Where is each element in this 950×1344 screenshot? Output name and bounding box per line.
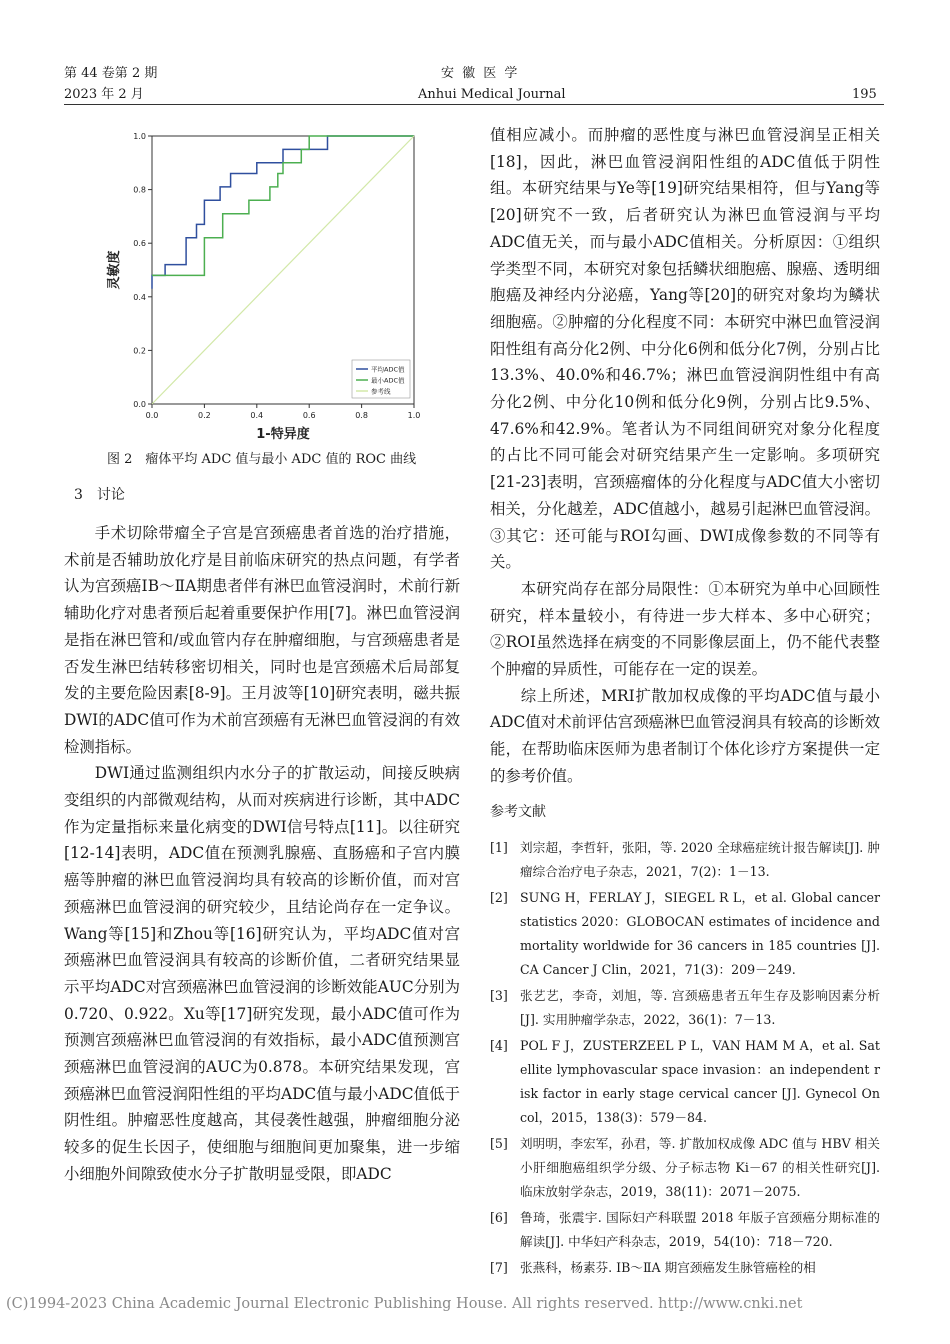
header-journal-cn: 安 徽 医 学 <box>441 66 520 81</box>
reference-item <box>490 1034 880 1130</box>
y-tick-label: 0.2 <box>133 346 146 356</box>
header-journal-en: Anhui Medical Journal <box>418 87 566 102</box>
legend-label: 平均ADC值 <box>371 365 405 374</box>
x-tick-label: 0.2 <box>198 411 211 420</box>
y-tick-label: 0.0 <box>133 400 146 409</box>
y-tick-label: 0.6 <box>133 239 146 249</box>
section-heading: 3 讨论 <box>74 487 125 503</box>
x-tick-label: 0.0 <box>145 411 159 420</box>
reference-list <box>490 836 880 1280</box>
reference-item <box>490 836 880 884</box>
reference-text: SUNG H，FERLAY J，SIEGEL R L，et al. Global cancer statistics 2020：GLOBOCAN estimates of incidence and mortality worldwide for 36 cancers in 185 countries [J]. CA Cancer J Clin，2021，71(3)：209－249. <box>520 889 880 977</box>
header-page-number: 195 <box>852 87 877 102</box>
reference-text: 张燕科，杨素芬. ⅠB～ⅡA 期宫颈癌发生脉管癌栓的相 <box>520 1259 816 1275</box>
x-tick-label: 0.6 <box>302 411 316 420</box>
reference-number: [6] <box>490 1209 508 1225</box>
reference-text: 张艺艺，李奇，刘旭，等. 宫颈癌患者五年生存及影响因素分析[J]. 实用肿瘤学杂志，2022，36(1)：7－13. <box>520 987 880 1027</box>
header-volume: 第 44 卷第 2 期 <box>64 66 158 81</box>
reference-item <box>490 984 880 1032</box>
reference-number: [7] <box>490 1259 508 1275</box>
reference-number: [5] <box>490 1135 508 1151</box>
paragraph: 手术切除带瘤全子宫是宫颈癌患者首选的治疗措施，术前是否辅助放化疗是目前临床研究的热点问题，有学者认为宫颈癌ⅠB～ⅡA期患者伴有淋巴血管浸润时，术前行新辅助化疗对患者预后起着重要保护作用[7]。淋巴血管浸润是指在淋巴管和/或血管内存在肿瘤细胞，与宫颈癌患者是否发生淋巴结转移密切相关，同时也是宫颈癌术后局部复发的主要危险因素[8-9]。王月波等[10]研究表明，磁共振DWI的ADC值可作为术前宫颈癌有无淋巴血管浸润的有效检测指标。 <box>64 524 460 756</box>
chart-ylabel: 灵敏度 <box>107 250 122 290</box>
right-column <box>490 122 880 1282</box>
x-tick-label: 0.4 <box>250 411 264 420</box>
chart-xlabel: 1-特异度 <box>256 427 310 440</box>
left-column <box>64 520 460 1188</box>
reference-text: 鲁琦，张震宇. 国际妇产科联盟 2018 年版子宫颈癌分期标准的解读[J]. 中华妇产科杂志，2019，54(10)：718－720. <box>520 1209 880 1249</box>
paragraph: 值相应减小。而肿瘤的恶性度与淋巴血管浸润呈正相关[18]，因此，淋巴血管浸润阳性组的ADC值低于阴性组。本研究结果与Ye等[19]研究结果相符，但与Yang等[20]研究不一致，后者研究认为淋巴血管浸润与平均ADC值无关，而与最小ADC值相关。分析原因：①组织学类型不同，本研究对象包括鳞状细胞癌、腺癌、透明细胞癌及神经内分泌癌，Yang等[20]的研究对象均为鳞状细胞癌。②肿瘤的分化程度不同：本研究中淋巴血管浸润阳性组有高分化2例、中分化6例和低分化7例，分别占比13.3%、40.0%和46.7%；淋巴血管浸润阴性组中有高分化2例、中分化10例和低分化9例，分别占比9.5%、47.6%和42.9%。笔者认为不同组间研究对象分化程度的占比不同可能会对研究结果产生一定影响。多项研究[21-23]表明，宫颈癌瘤体的分化程度与ADC值大小密切相关，分化越差，ADC值越小，越易引起淋巴血管浸润。③其它：还可能与ROI勾画、DWI成像参数的不同等有关。 <box>490 126 880 572</box>
legend-label: 参考线 <box>371 387 391 396</box>
figure-caption: 图 2 瘤体平均 ADC 值与最小 ADC 值的 ROC 曲线 <box>107 452 417 467</box>
reference-text: 刘宗超，李哲轩，张阳，等. 2020 全球癌症统计报告解读[J]. 肿瘤综合治疗电子杂志，2021，7(2)：1－13. <box>520 839 880 879</box>
paragraph: 综上所述，MRI扩散加权成像的平均ADC值与最小ADC值对术前评估宫颈癌淋巴血管浸润具有较高的诊断效能，在帮助临床医师为患者制订个体化诊疗方案提供一定的参考价值。 <box>490 686 880 785</box>
roc-series-line <box>152 136 414 289</box>
legend-label: 最小ADC值 <box>371 376 405 385</box>
y-tick-label: 1.0 <box>133 132 146 141</box>
copyright-footer: (C)1994-2023 China Academic Journal Electronic Publishing House. All rights reserved. http://www.cnki.net <box>6 1296 803 1312</box>
x-tick-label: 1.0 <box>407 411 421 420</box>
y-tick-label: 0.4 <box>133 292 146 302</box>
reference-number: [4] <box>490 1037 508 1053</box>
reference-text: POL F J，ZUSTERZEEL P L，VAN HAM M A，et al. Satellite lymphovascular space invasion：an independent risk factor in early stage cervical cancer [J]. Gynecol Oncol，2015，138(3)：579－84. <box>520 1037 880 1125</box>
y-tick-label: 0.8 <box>133 185 146 195</box>
reference-item <box>490 1132 880 1204</box>
reference-item <box>490 1256 880 1280</box>
header-date: 2023 年 2 月 <box>64 87 144 102</box>
reference-number: [2] <box>490 889 508 905</box>
x-tick-label: 0.8 <box>355 411 368 420</box>
reference-item <box>490 886 880 982</box>
roc-chart <box>100 122 430 440</box>
references-title: 参考文献 <box>490 803 546 820</box>
paragraph: DWI通过监测组织内水分子的扩散运动，间接反映病变组织的内部微观结构，从而对疾病进行诊断，其中ADC作为定量指标来量化病变的DWI信号特点[11]。以往研究[12-14]表明，ADC值在预测乳腺癌、直肠癌和子宫内膜癌等肿瘤的淋巴血管浸润均具有较高的诊断价值，而对宫颈癌淋巴血管浸润的研究较少，且结论尚存在一定争议。Wang等[15]和Zhou等[16]研究认为，平均ADC值对宫颈癌淋巴血管浸润具有较高的诊断价值，二者研究结果显示平均ADC对宫颈癌淋巴血管浸润的诊断效能AUC分别为0.720、0.922。Xu等[17]研究发现，最小ADC值可作为预测宫颈癌淋巴血管浸润的有效指标，最小ADC值预测宫颈癌淋巴血管浸润的AUC为0.878。本研究结果发现，宫颈癌淋巴血管浸润阳性组的平均ADC值与最小ADC值低于阴性组。肿瘤恶性度越高，其侵袭性越强，肿瘤细胞分泌较多的促生长因子，使细胞与细胞间更加聚集，进一步缩小细胞外间隙致使水分子扩散明显受限，即ADC <box>64 764 460 1183</box>
reference-number: [1] <box>490 839 508 855</box>
paragraph: 本研究尚存在部分局限性：①本研究为单中心回顾性研究，样本量较小，有待进一步大样本、多中心研究；②ROI虽然选择在病变的不同影像层面上，仍不能代表整个肿瘤的异质性，可能存在一定的误差。 <box>490 579 880 679</box>
reference-item <box>490 1206 880 1254</box>
header-rule <box>64 104 884 105</box>
reference-number: [3] <box>490 987 508 1003</box>
reference-text: 刘明明，李宏军，孙君，等. 扩散加权成像 ADC 值与 HBV 相关小肝细胞癌组织学分级、分子标志物 Ki－67 的相关性研究[J]. 临床放射学杂志，2019，38(11)：2071－2075. <box>520 1135 880 1199</box>
